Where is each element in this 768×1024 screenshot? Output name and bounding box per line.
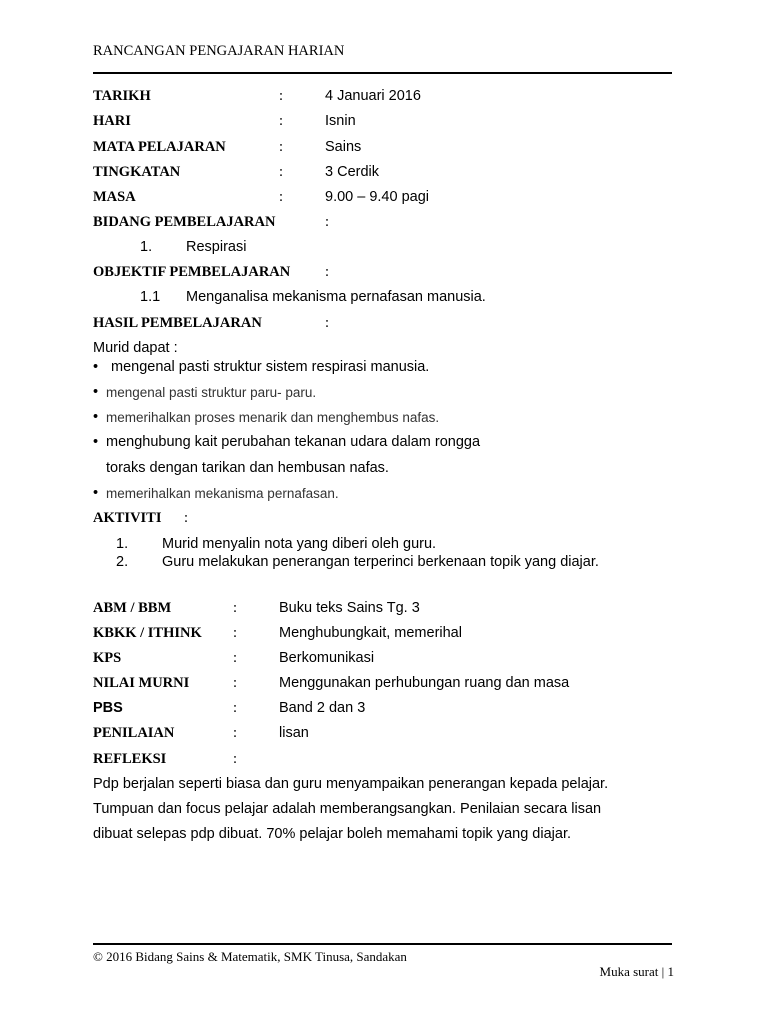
hasil-colon: :	[325, 315, 330, 331]
objektif-colon: :	[325, 264, 330, 280]
hasil-label: HASIL PEMBELAJARAN	[93, 315, 262, 331]
penilaian-label: PENILAIAN	[93, 725, 175, 741]
bullet-4: •	[93, 434, 99, 450]
bidang-item-text: Respirasi	[186, 239, 247, 255]
hasil-item-1: mengenal pasti struktur sistem respirasi manusia.	[111, 359, 430, 375]
nilai-murni-label: NILAI MURNI	[93, 675, 190, 691]
penilaian-colon: :	[233, 725, 238, 741]
masa-label: MASA	[93, 189, 136, 205]
tingkatan-value: 3 Cerdik	[325, 164, 379, 180]
nilai-murni-value: Menggunakan perhubungan ruang dan masa	[279, 675, 570, 691]
tingkatan-label: TINGKATAN	[93, 164, 181, 180]
kps-colon: :	[233, 650, 238, 666]
mata-pelajaran-value: Sains	[325, 139, 362, 155]
aktiviti-item-1: Murid menyalin nota yang diberi oleh guru.	[162, 536, 437, 552]
refleksi-label: REFLEKSI	[93, 751, 167, 767]
hasil-intro: Murid dapat :	[93, 340, 178, 356]
tarikh-colon: :	[279, 88, 284, 104]
bidang-item-number: 1.	[140, 239, 153, 255]
abm-colon: :	[233, 600, 238, 616]
kps-value: Berkomunikasi	[279, 650, 375, 666]
pbs-colon: :	[233, 700, 238, 716]
tingkatan-colon: :	[279, 164, 284, 180]
aktiviti-item-2: Guru melakukan penerangan terperinci berkenaan topik yang diajar.	[162, 554, 599, 570]
pbs-label: PBS	[93, 700, 123, 716]
refleksi-line-1: Pdp berjalan seperti biasa dan guru menyampaikan penerangan kepada pelajar.	[93, 776, 609, 792]
aktiviti-item-number-1: 1.	[116, 536, 129, 552]
objektif-item-number: 1.1	[140, 289, 161, 305]
refleksi-line-2: Tumpuan dan focus pelajar adalah memberangsangkan. Penilaian secara lisan	[93, 801, 602, 817]
hari-colon: :	[279, 113, 284, 129]
objektif-item-text: Menganalisa mekanisma pernafasan manusia.	[186, 289, 486, 305]
kps-label: KPS	[93, 650, 122, 666]
hari-label: HARI	[93, 113, 131, 129]
tarikh-label: TARIKH	[93, 88, 151, 104]
mata-pelajaran-colon: :	[279, 139, 284, 155]
kbkk-value: Menghubungkait, memerihal	[279, 625, 462, 641]
refleksi-colon: :	[233, 751, 238, 767]
bidang-colon: :	[325, 214, 330, 230]
aktiviti-item-number-2: 2.	[116, 554, 129, 570]
bullet-5: •	[93, 485, 99, 501]
footer-page-number: Muka surat | 1	[599, 964, 674, 979]
masa-value: 9.00 – 9.40 pagi	[325, 189, 430, 205]
header-rule	[93, 72, 672, 74]
hasil-item-3: memerihalkan proses menarik dan menghembus nafas.	[106, 410, 440, 425]
objektif-label: OBJEKTIF PEMBELAJARAN	[93, 264, 291, 280]
abm-value: Buku teks Sains Tg. 3	[279, 600, 420, 616]
hasil-item-2: mengenal pasti struktur paru- paru.	[106, 385, 317, 400]
tarikh-value: 4 Januari 2016	[325, 88, 421, 104]
penilaian-value: lisan	[279, 725, 309, 741]
bullet-2: •	[93, 384, 99, 400]
footer-copyright: © 2016 Bidang Sains & Matematik, SMK Tinusa, Sandakan	[93, 949, 407, 964]
pbs-value: Band 2 dan 3	[279, 700, 366, 716]
nilai-murni-colon: :	[233, 675, 238, 691]
aktiviti-colon: :	[184, 510, 189, 526]
bullet-3: •	[93, 409, 99, 425]
document-title: RANCANGAN PENGAJARAN HARIAN	[93, 43, 345, 59]
mata-pelajaran-label: MATA PELAJARAN	[93, 139, 226, 155]
hari-value: Isnin	[325, 113, 356, 129]
masa-colon: :	[279, 189, 284, 205]
bidang-label: BIDANG PEMBELAJARAN	[93, 214, 276, 230]
hasil-item-4: menghubung kait perubahan tekanan udara dalam rongga	[106, 434, 481, 450]
bullet-1: •	[93, 359, 99, 375]
kbkk-label: KBKK / ITHINK	[93, 625, 202, 641]
kbkk-colon: :	[233, 625, 238, 641]
aktiviti-label: AKTIVITI	[93, 510, 162, 526]
footer-rule	[93, 943, 672, 945]
abm-label: ABM / BBM	[93, 600, 172, 616]
refleksi-line-3: dibuat selepas pdp dibuat. 70% pelajar boleh memahami topik yang diajar.	[93, 826, 572, 842]
hasil-item-4-continued: toraks dengan tarikan dan hembusan nafas.	[106, 460, 389, 476]
hasil-item-5: memerihalkan mekanisma pernafasan.	[106, 486, 339, 501]
